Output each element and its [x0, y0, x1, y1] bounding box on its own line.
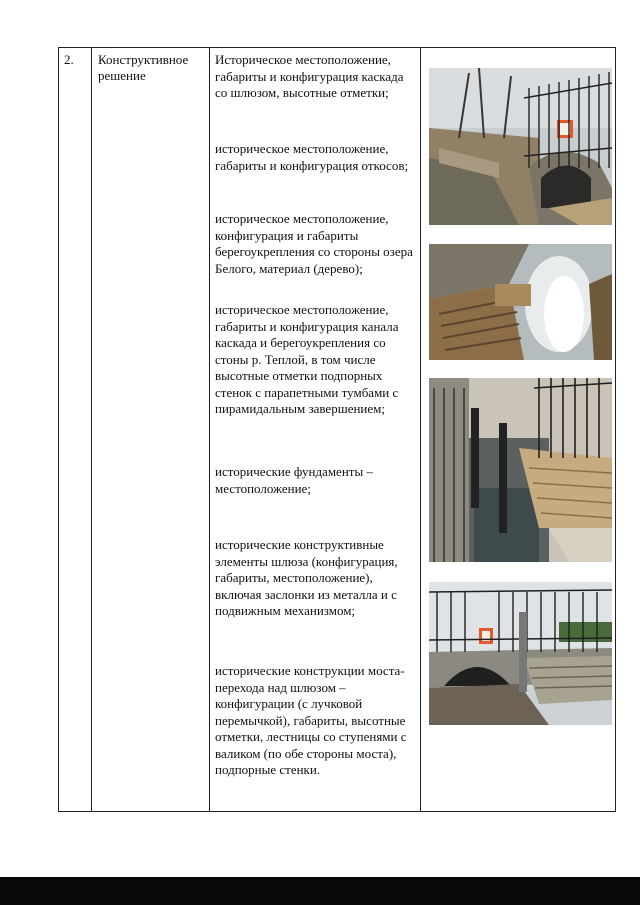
column-divider-3 — [420, 48, 421, 811]
item-sluice-elements: исторические конструктивные элементы шлюза (конфигурация, габариты, местоположение), включая заслонки из металла и с подвижным механизмом; — [215, 537, 398, 618]
item-cascade: Историческое местоположение, габариты и конфигурация каскада со шлюзом, высотные отметки; — [215, 52, 404, 100]
photo-bridge-arch-stairs — [429, 582, 612, 725]
column-divider-1 — [91, 48, 92, 811]
scan-bottom-edge — [0, 877, 640, 905]
row-category: Конструктивное решение — [98, 52, 189, 83]
row-number: 2. — [64, 52, 74, 67]
photo-cascade-bridge-fence — [429, 68, 612, 225]
heritage-table — [58, 47, 616, 812]
item-bank-reinforcement: историческое местоположение, конфигурация и габариты берегоукрепления со стороны озера Белого, материал (дерево); — [215, 211, 413, 276]
item-bridge: исторические конструкции моста-перехода над шлюзом – конфигурации (с лучковой перемычкой), габариты, высотные отметки, лестницы со ступенями с валиком (по обе стороны моста), подпорные стенки. — [215, 663, 407, 777]
item-foundations: исторические фундаменты – местоположение; — [215, 464, 373, 496]
photo-water-outflow — [429, 244, 612, 360]
item-canal: историческое местоположение, габариты и конфигурация канала каскада и берегоукрепления со стоны р. Теплой, в том числе высотные отметки подпорных стенок с парапетными тумбами с пирамидальным завершением; — [215, 302, 399, 416]
column-divider-2 — [209, 48, 210, 811]
photo-sluice-gates — [429, 378, 612, 562]
item-slopes: историческое местоположение, габариты и конфигурация откосов; — [215, 141, 409, 173]
